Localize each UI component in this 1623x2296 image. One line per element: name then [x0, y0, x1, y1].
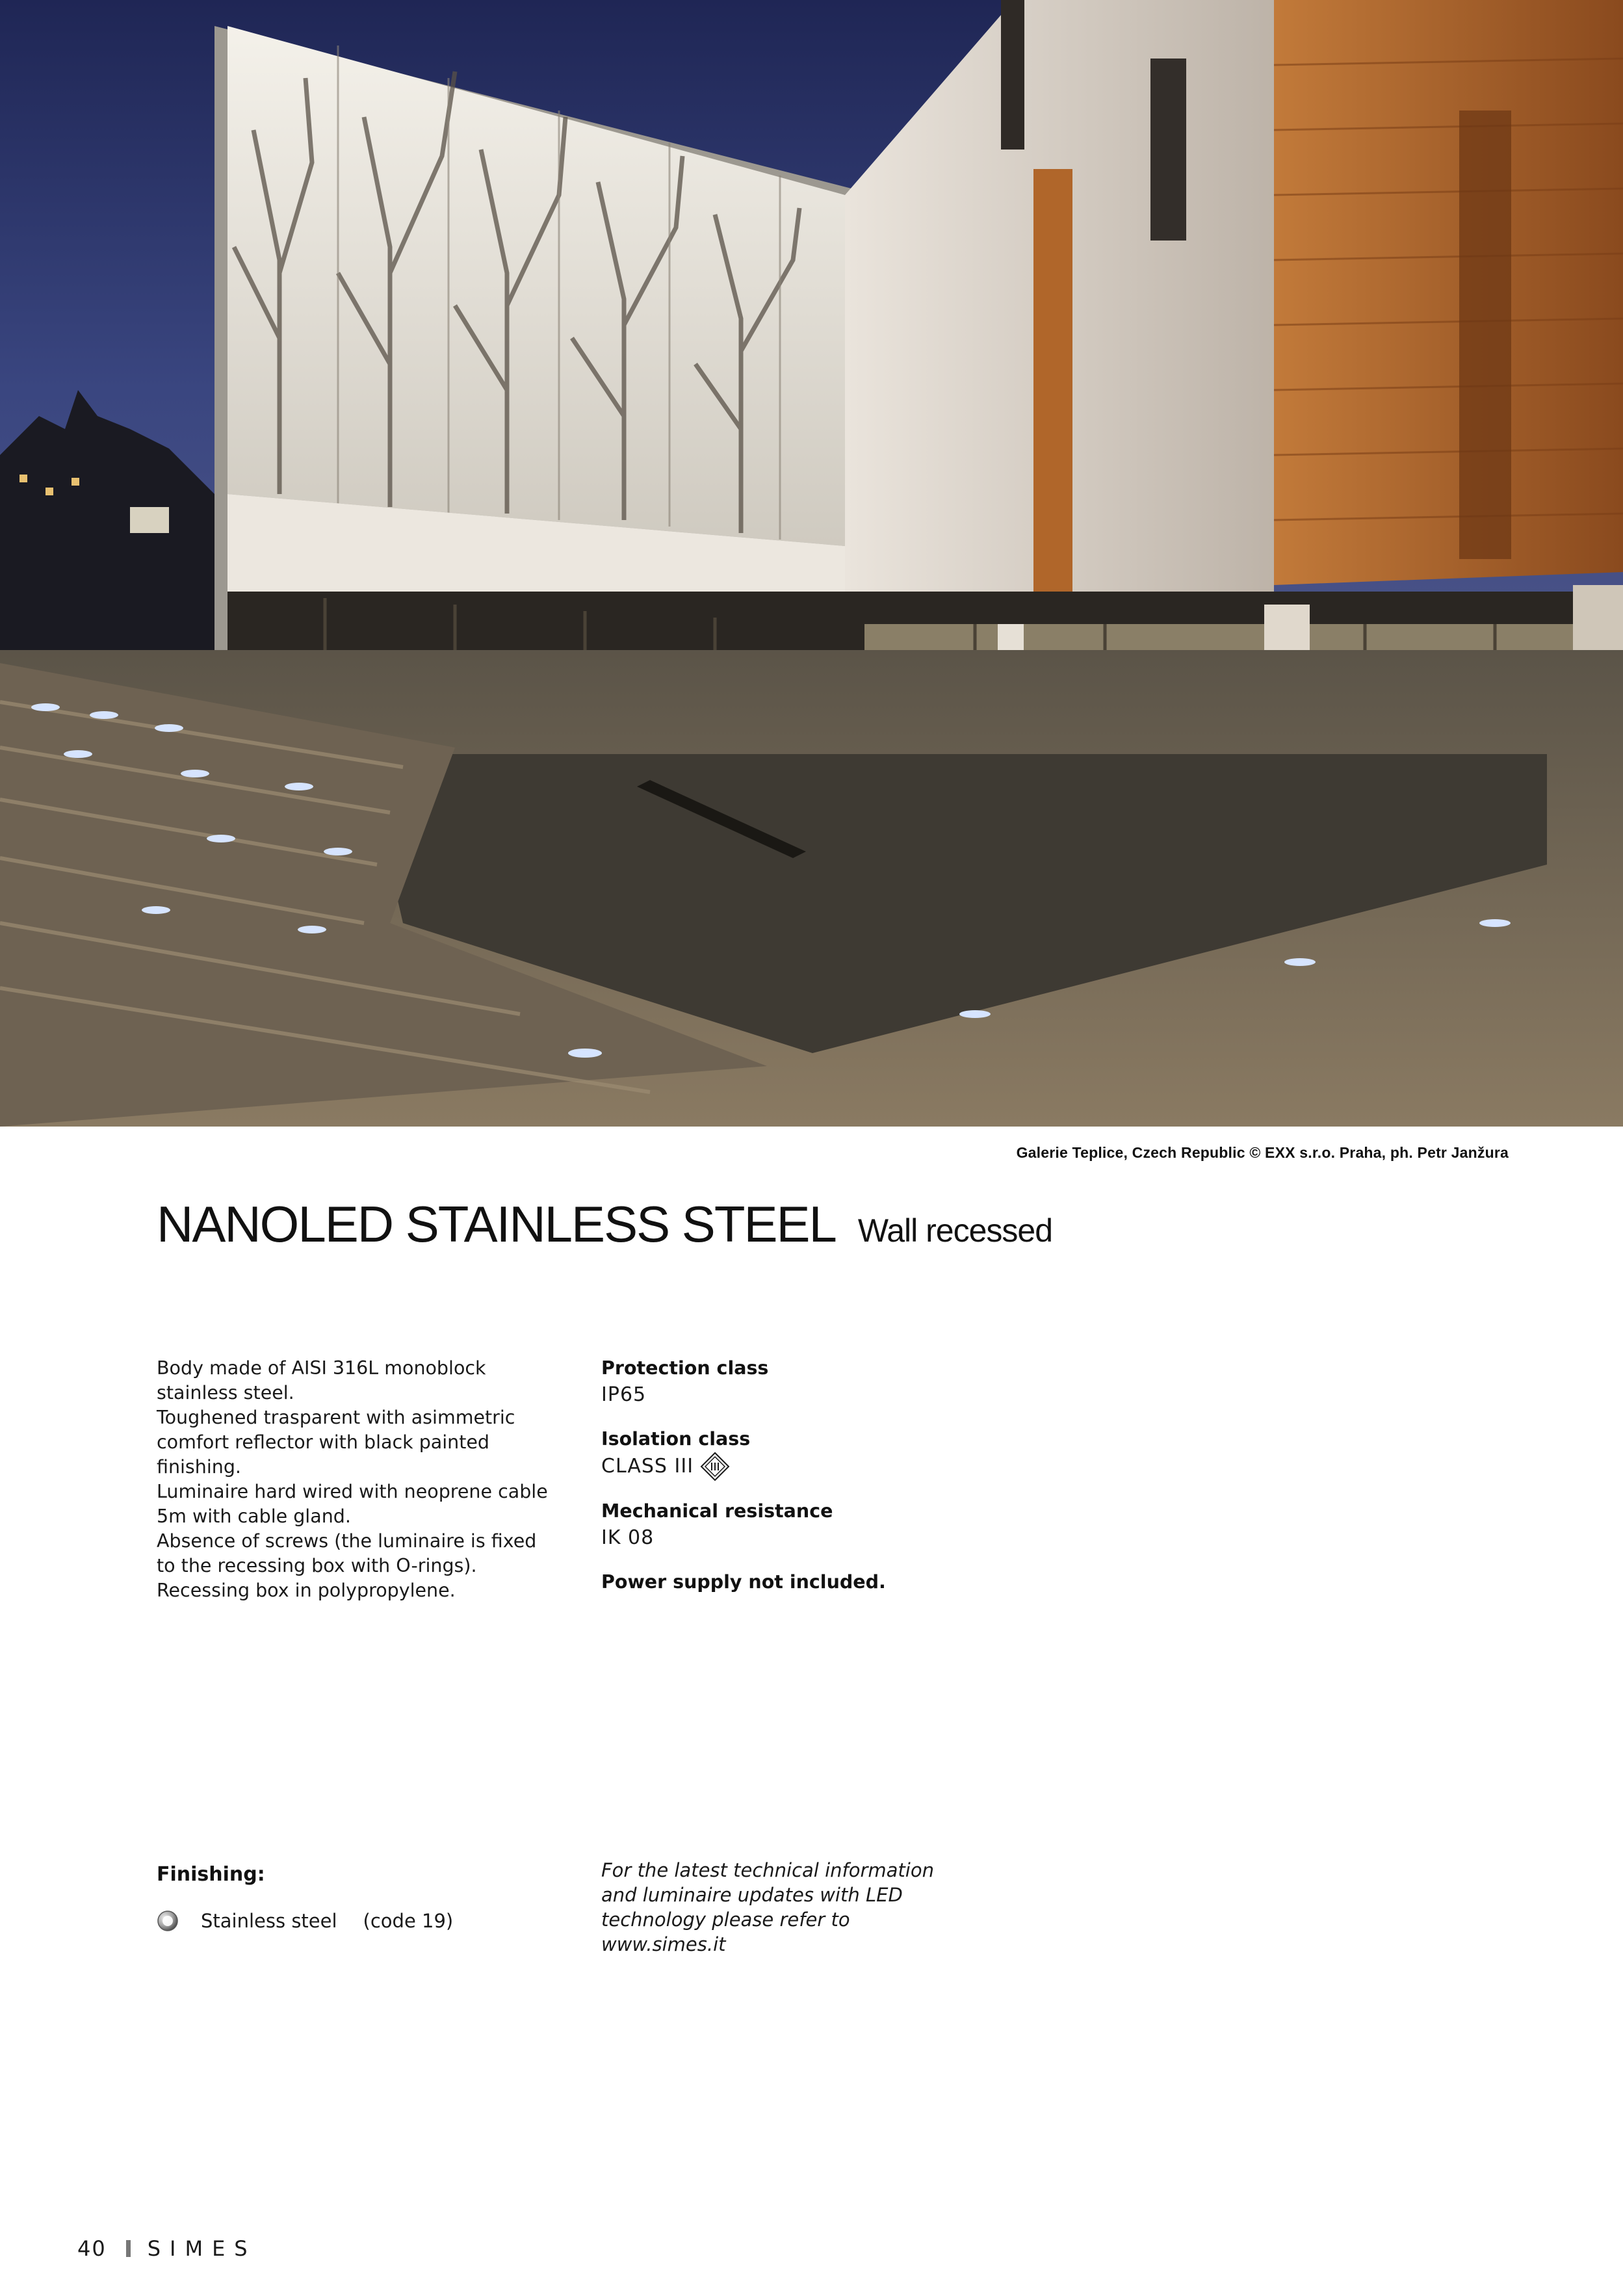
product-description [157, 1356, 560, 1603]
mechanical-resistance-spec [601, 1499, 991, 1552]
isolation-class-label: Isolation class [601, 1428, 751, 1450]
protection-class-value: IP65 [601, 1383, 647, 1406]
gallery-night-photo [0, 0, 1623, 1127]
isolation-class-spec [601, 1427, 991, 1481]
description-line: Toughened trasparent with asimmetric comfort reflector with black painted finishing. [157, 1407, 515, 1478]
description-line: Body made of AISI 316L monoblock stainless steel. [157, 1357, 486, 1403]
page-number: 40 [77, 2236, 107, 2261]
protection-class-label: Protection class [601, 1357, 769, 1379]
product-subtitle: Wall recessed [857, 1212, 1053, 1249]
isolation-class-value: CLASS III [601, 1455, 694, 1478]
page-footer [77, 2236, 257, 2261]
finishing-item-code: (code 19) [363, 1910, 454, 1932]
description-line: Luminaire hard wired with neoprene cable 5m with cable gland. [157, 1481, 548, 1527]
product-title-row [157, 1195, 1052, 1254]
description-line: Recessing box in polypropylene. [157, 1580, 456, 1601]
mechanical-resistance-label: Mechanical resistance [601, 1500, 833, 1522]
photo-caption: Galerie Teplice, Czech Republic © EXX s.r.o. Praha, ph. Petr Janžura [1016, 1144, 1509, 1161]
footer-divider [126, 2240, 131, 2257]
description-line: Absence of screws (the luminaire is fixed to the recessing box with O-rings). [157, 1530, 537, 1576]
hero-photo [0, 0, 1623, 1127]
product-specs [601, 1356, 991, 1595]
finishing-item [157, 1910, 453, 1932]
class-iii-diamond-icon [700, 1452, 730, 1481]
power-supply-note: Power supply not included. [601, 1571, 886, 1593]
finishing-section [157, 1862, 453, 1932]
product-title: NANOLED STAINLESS STEEL [157, 1195, 836, 1253]
isolation-class-row [601, 1452, 991, 1481]
protection-class-spec [601, 1356, 991, 1409]
technical-info-note: For the latest technical information and luminaire updates with LED technology please refer to www.simes.it [601, 1859, 934, 1955]
mechanical-resistance-value: IK 08 [601, 1526, 655, 1549]
brand-name: SIMES [147, 2236, 257, 2261]
stainless-steel-swatch-icon [157, 1910, 179, 1932]
finishing-item-name: Stainless steel [201, 1910, 337, 1932]
finishing-label: Finishing: [157, 1863, 265, 1886]
